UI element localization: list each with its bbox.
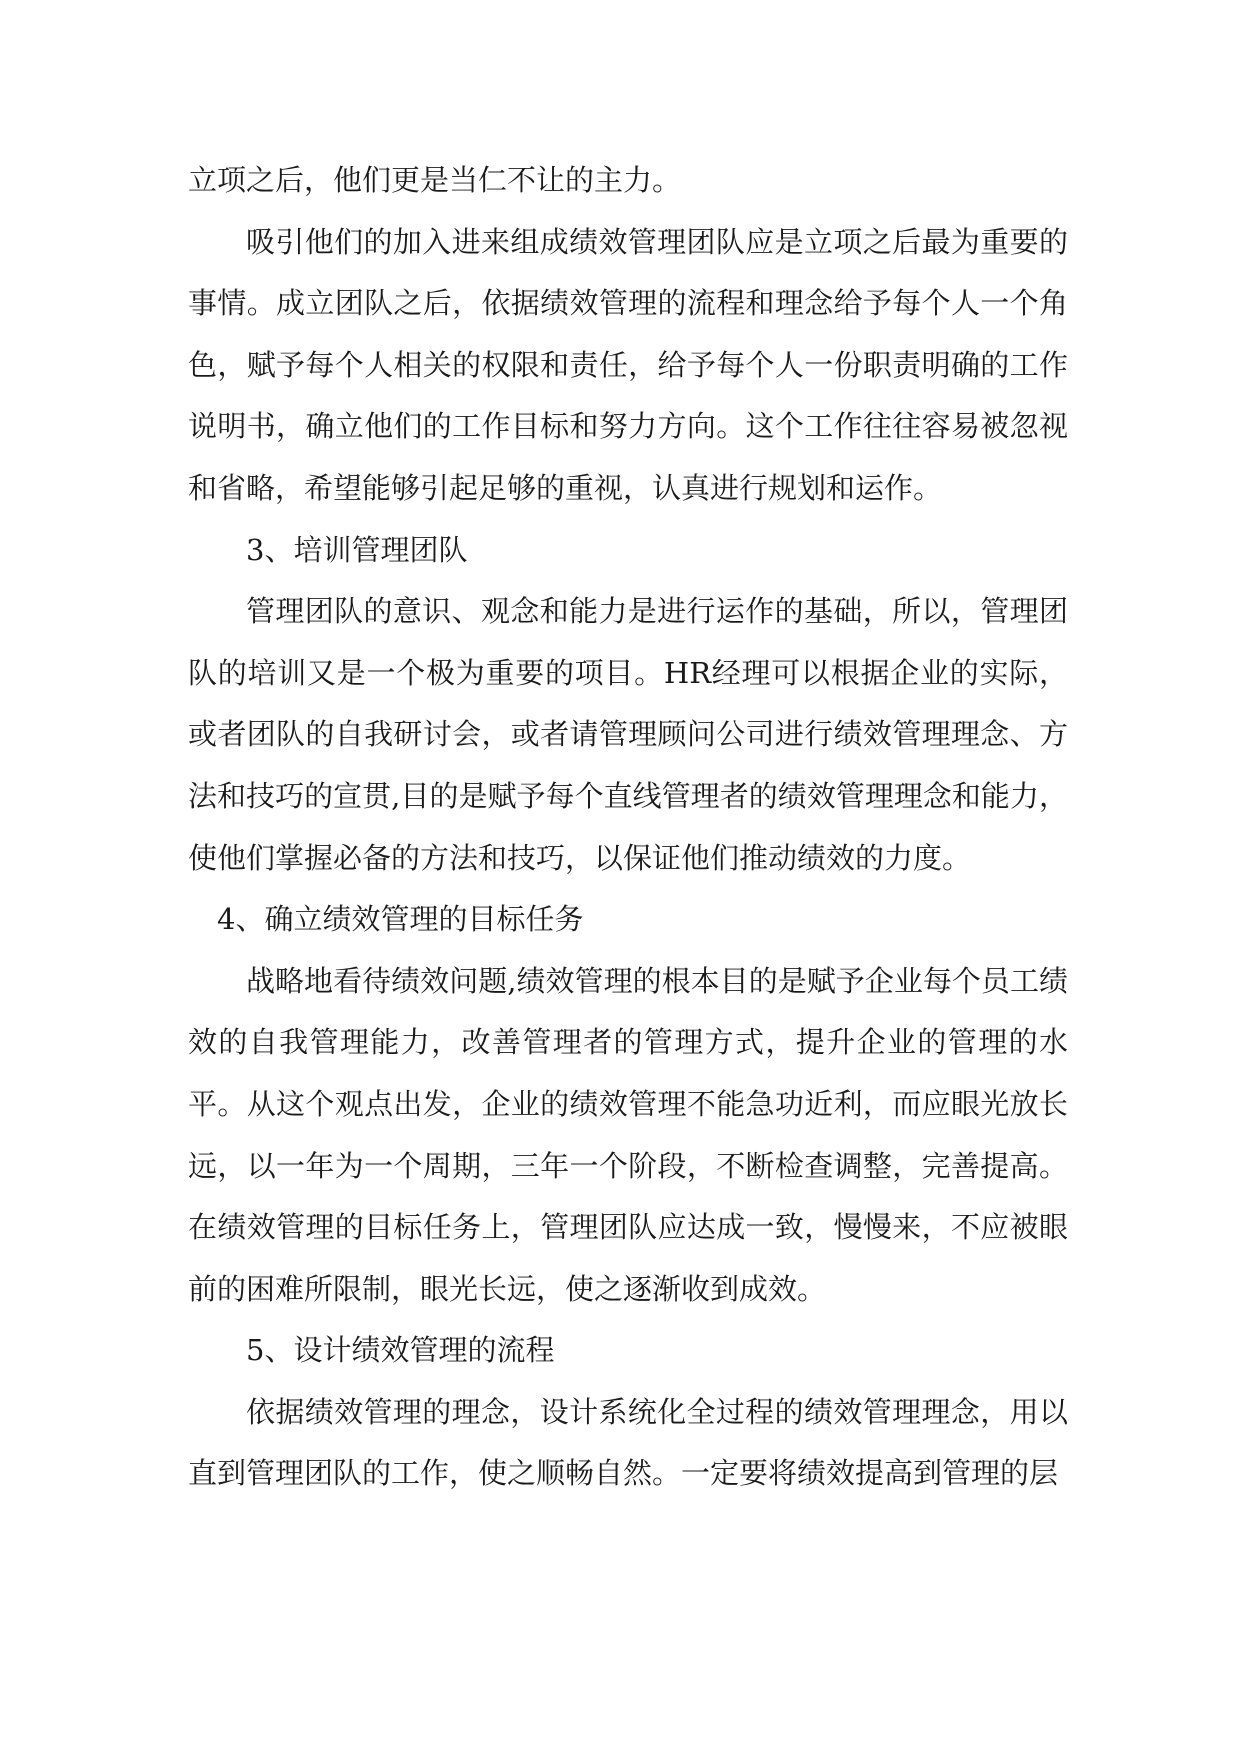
section-heading-5: 5、设计绩效管理的流程 xyxy=(246,1333,555,1368)
document-body xyxy=(188,150,1068,1505)
paragraph-process-design: 依据绩效管理的理念，设计系统化全过程的绩效管理理念，用以直到管理团队的工作，使之顺畅自然。一定要将绩效提高到管理的层 xyxy=(188,1394,1068,1491)
paragraph-continuation: 立项之后，他们更是当仁不让的主力。 xyxy=(188,163,682,197)
section-heading-4: 4、确立绩效管理的目标任务 xyxy=(217,902,584,937)
section-heading-3: 3、培训管理团队 xyxy=(246,532,468,567)
paragraph-goals: 战略地看待绩效问题,绩效管理的根本目的是赋予企业每个员工绩效的自我管理能力，改善管理者的管理方式，提升企业的管理的水平。从这个观点出发，企业的绩效管理不能急功近利，而应眼光放长远，以一年为一个周期，三年一个阶段，不断检查调整，完善提高。在绩效管理的目标任务上，管理团队应达成一致，慢慢来，不应被眼前的困难所限制，眼光长远，使之逐渐收到成效。 xyxy=(188,963,1068,1306)
paragraph-team-training: 管理团队的意识、观念和能力是进行运作的基础，所以，管理团队的培训又是一个极为重要的项目。HR经理可以根据企业的实际，或者团队的自我研讨会，或者请管理顾问公司进行绩效管理理念、方法和技巧的宣贯,目的是赋予每个直线管理者的绩效管理理念和能力，使他们掌握必备的方法和技巧，以保证他们推动绩效的力度。 xyxy=(188,594,1068,875)
paragraph-team-building: 吸引他们的加入进来组成绩效管理团队应是立项之后最为重要的事情。成立团队之后，依据绩效管理的流程和理念给予每个人一个角色，赋予每个人相关的权限和责任，给予每个人一份职责明确的工作说明书，确立他们的工作目标和努力方向。这个工作往往容易被忽视和省略，希望能够引起足够的重视，认真进行规划和运作。 xyxy=(188,224,1068,505)
